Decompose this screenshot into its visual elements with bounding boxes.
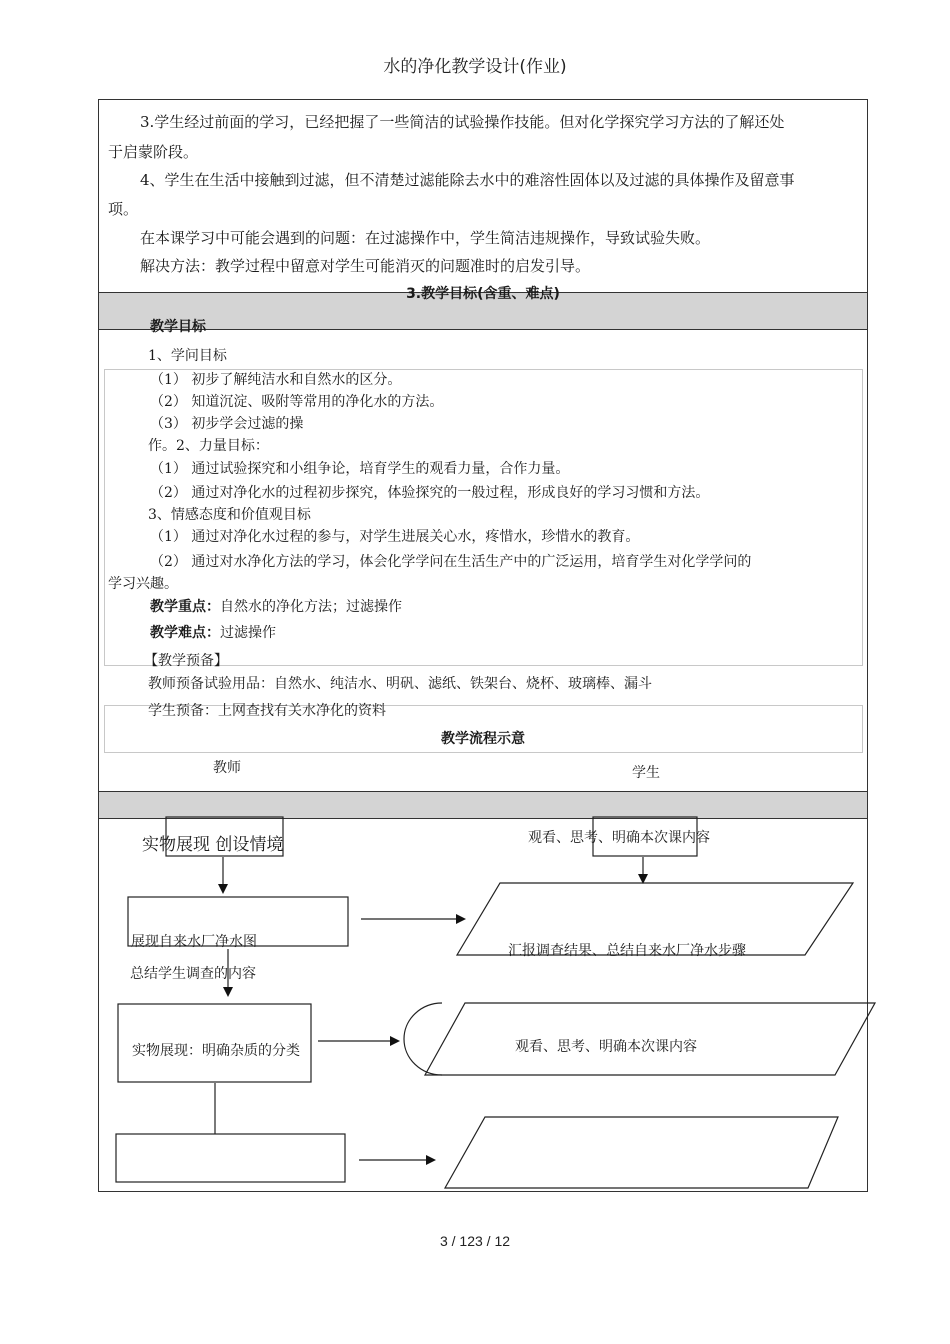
analysis-p4-line2: 项。 — [108, 200, 139, 218]
teacher-preparation: 教师预备试验用品：自然水、纯洁水、明矾、滤纸、铁架台、烧杯、玻璃棒、漏斗 — [148, 676, 652, 692]
flow-t2-text: 展现自来水厂净水图 — [131, 934, 257, 950]
knowledge-item: （3） 初步学会过滤的操 — [150, 416, 304, 432]
flow-s1-text: 观看、思考、明确本次课内容 — [528, 830, 710, 846]
ability-title: 作。2、力量目标： — [148, 438, 269, 454]
emotion-tail: 学习兴趣。 — [108, 576, 178, 592]
flow-t2-note: 总结学生调查的内容 — [130, 966, 256, 982]
key-point-label: 教学重点： — [150, 599, 220, 615]
emotion-item: （1） 通过对净化水过程的参与，对学生进展关心水，疼惜水，珍惜水的教育。 — [150, 529, 640, 545]
analysis-p3-line2: 于启蒙阶段。 — [108, 143, 199, 161]
knowledge-item: （1） 初步了解纯洁水和自然水的区分。 — [150, 372, 402, 388]
emotion-title: 3、情感态度和价值观目标 — [148, 507, 311, 523]
s3-arc — [404, 1003, 442, 1075]
knowledge-item: （2） 知道沉淀、吸附等常用的净化水的方法。 — [150, 394, 444, 410]
analysis-p4-line1: 4、学生在生活中接触到过滤，但不清楚过滤能除去水中的难溶性固体以及过滤的具体操作及留意事 — [140, 171, 795, 189]
analysis-solution: 解决方法：教学过程中留意对学生可能消灭的问题准时的启发引导。 — [140, 257, 591, 275]
analysis-problem: 在本课学习中可能会遇到的问题：在过滤操作中，学生简洁违规操作，导致试验失败。 — [140, 229, 711, 247]
emotion-item: （2） 通过对水净化方法的学习，体会化学学问在生活生产中的广泛运用，培育学生对化学学问的 — [150, 554, 752, 570]
ability-item: （1） 通过试验探究和小组争论，培育学生的观看力量，合作力量。 — [150, 461, 570, 477]
student-column-label: 学生 — [632, 765, 660, 781]
section-subheading: 教学目标 — [150, 319, 206, 335]
section-heading: 3.教学目标(含重、难点) — [406, 286, 560, 302]
document-title: 水的净化教学设计(作业) — [383, 57, 567, 77]
s4-parallelogram — [445, 1117, 838, 1188]
flow-s3-text: 观看、思考、明确本次课内容 — [515, 1039, 697, 1055]
page-indicator: 3 / 123 / 12 — [439, 1233, 511, 1249]
key-point-value: 自然水的净化方法；过滤操作 — [220, 599, 402, 615]
student-preparation: 学生预备：上网查找有关水净化的资料 — [148, 703, 386, 719]
t4-box — [116, 1134, 345, 1182]
preparation-heading: 【教学预备】 — [144, 653, 228, 669]
teacher-column-label: 教师 — [213, 760, 241, 776]
flow-t3-text: 实物展现：明确杂质的分类 — [132, 1043, 300, 1059]
knowledge-title: 1、学问目标 — [148, 348, 227, 364]
difficulty-value: 过滤操作 — [220, 625, 276, 641]
ability-item: （2） 通过对净化水的过程初步探究，体验探究的一般过程，形成良好的学习习惯和方法。 — [150, 485, 710, 501]
flow-t1-text: 实物展现 创设情境 — [142, 835, 284, 855]
difficulty-label: 教学难点： — [150, 625, 220, 641]
flow-s2-text: 汇报调查结果、总结自来水厂净水步骤 — [508, 943, 746, 959]
flow-heading: 教学流程示意 — [441, 731, 525, 747]
analysis-p3-line1: 3.学生经过前面的学习，已经把握了一些简洁的试验操作技能。但对化学探究学习方法的了解还处 — [140, 113, 785, 131]
